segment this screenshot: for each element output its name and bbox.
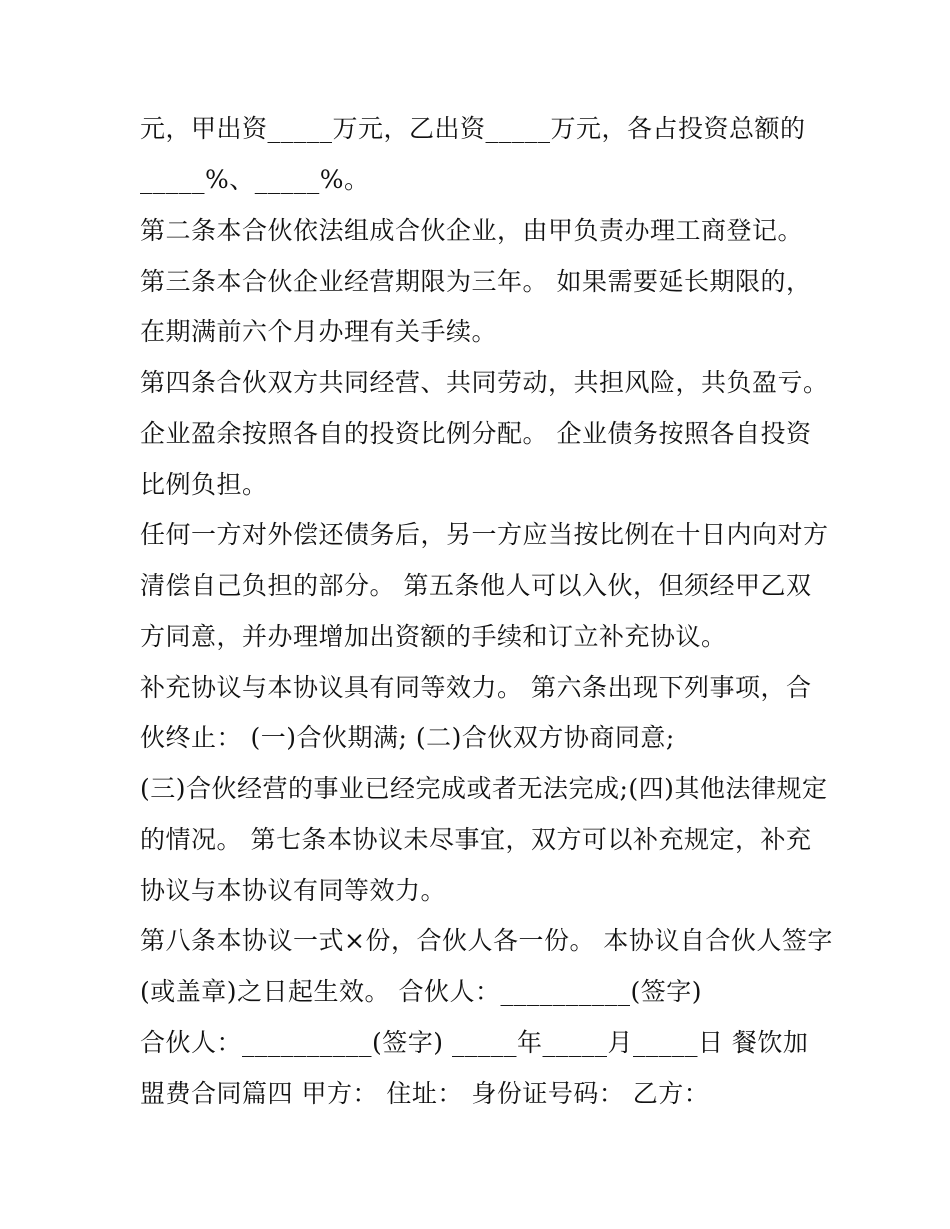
text-line: 补充协议与本协议具有同等效力。 第六条出现下列事项，合 (140, 673, 812, 702)
text-line: 第八条本协议一式×份，合伙人各一份。 本协议自合伙人签字 (140, 926, 833, 955)
text-line: 第三条本合伙企业经营期限为三年。 如果需要延长期限的， (140, 267, 812, 296)
text-line: 第二条本合伙依法组成合伙企业，由甲负责办理工商登记。 (140, 216, 804, 245)
text-line: 企业盈余按照各自的投资比例分配。 企业债务按照各自投资 (140, 419, 812, 448)
text-line: 伙终止： (一)合伙期满; (二)合伙双方协商同意; (140, 723, 675, 752)
text-line: (或盖章)之日起生效。 合伙人：__________(签字) (140, 977, 702, 1006)
text-line: _____%、_____%。 (140, 165, 370, 194)
text-line: 盟费合同篇四 甲方： 住址： 身份证号码： 乙方： (140, 1079, 710, 1108)
text-line: 方同意，并办理增加出资额的手续和订立补充协议。 (140, 622, 727, 651)
text-line: (三)合伙经营的事业已经完成或者无法完成;(四)其他法律规定 (140, 774, 828, 803)
text-line: 比例负担。 (140, 470, 268, 499)
text-line: 任何一方对外偿还债务后，另一方应当按比例在十日内向对方 (140, 520, 829, 549)
text-line: 的情况。 第七条本协议未尽事宜，双方可以补充规定，补充 (140, 825, 812, 854)
text-line: 清偿自己负担的部分。 第五条他人可以入伙，但须经甲乙双 (140, 571, 812, 600)
text-line: 合伙人：__________(签字) _____年_____月_____日 餐饮加 (140, 1028, 809, 1057)
text-line: 元，甲出资_____万元，乙出资_____万元，各占投资总额的 (140, 114, 806, 143)
text-line: 协议与本协议有同等效力。 (140, 876, 447, 905)
text-line: 在期满前六个月办理有关手续。 (140, 317, 498, 346)
text-line: 第四条合伙双方共同经营、共同劳动，共担风险，共负盈亏。 (140, 368, 829, 397)
